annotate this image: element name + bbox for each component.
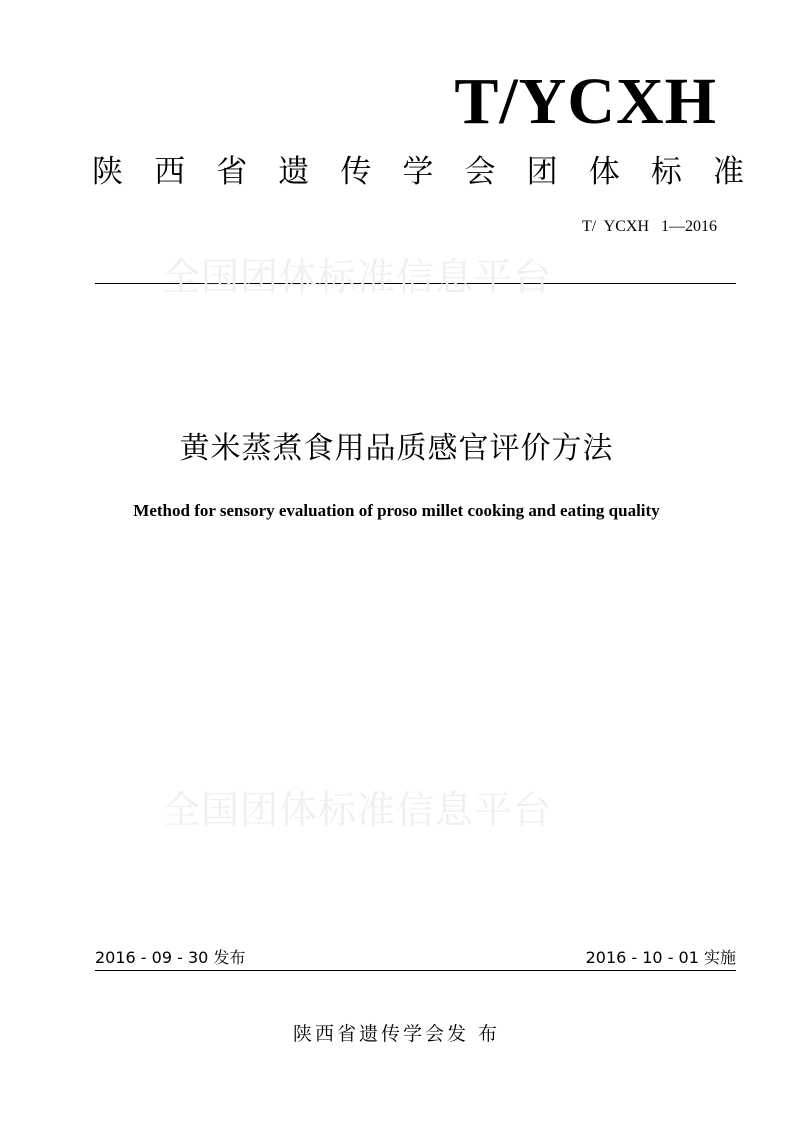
org-title-char: 学 bbox=[402, 154, 434, 190]
implementation-date: 2016 - 10 - 01 实施 bbox=[585, 948, 736, 967]
org-title-char: 准 bbox=[712, 154, 744, 190]
footer-divider bbox=[95, 970, 736, 971]
watermark: 全国团体标准信息平台 bbox=[162, 255, 553, 299]
org-title-char: 西 bbox=[154, 154, 186, 190]
standard-number: T/ YCXH 1—2016 bbox=[582, 218, 717, 235]
organization-standard-title bbox=[92, 150, 744, 194]
publisher: 陕西省遗传学会发 布 bbox=[292, 1023, 501, 1045]
org-title-char: 陕 bbox=[92, 154, 123, 190]
org-title-char: 传 bbox=[340, 154, 372, 190]
standard-code-logo: T/YCXH bbox=[454, 65, 717, 138]
org-title-char: 标 bbox=[650, 154, 682, 190]
org-title-char: 省 bbox=[216, 154, 248, 190]
org-title-char: 团 bbox=[526, 154, 558, 190]
org-title-char: 遗 bbox=[278, 154, 310, 190]
issue-date: 2016 - 09 - 30 发布 bbox=[95, 948, 246, 967]
document-title-english: Method for sensory evaluation of proso millet cooking and eating quality bbox=[133, 501, 660, 520]
org-title-char: 体 bbox=[588, 154, 620, 190]
org-title-char: 会 bbox=[464, 154, 496, 190]
watermark: 全国团体标准信息平台 bbox=[162, 788, 553, 832]
document-title-chinese: 黄米蒸煮食用品质感官评价方法 bbox=[179, 431, 614, 466]
